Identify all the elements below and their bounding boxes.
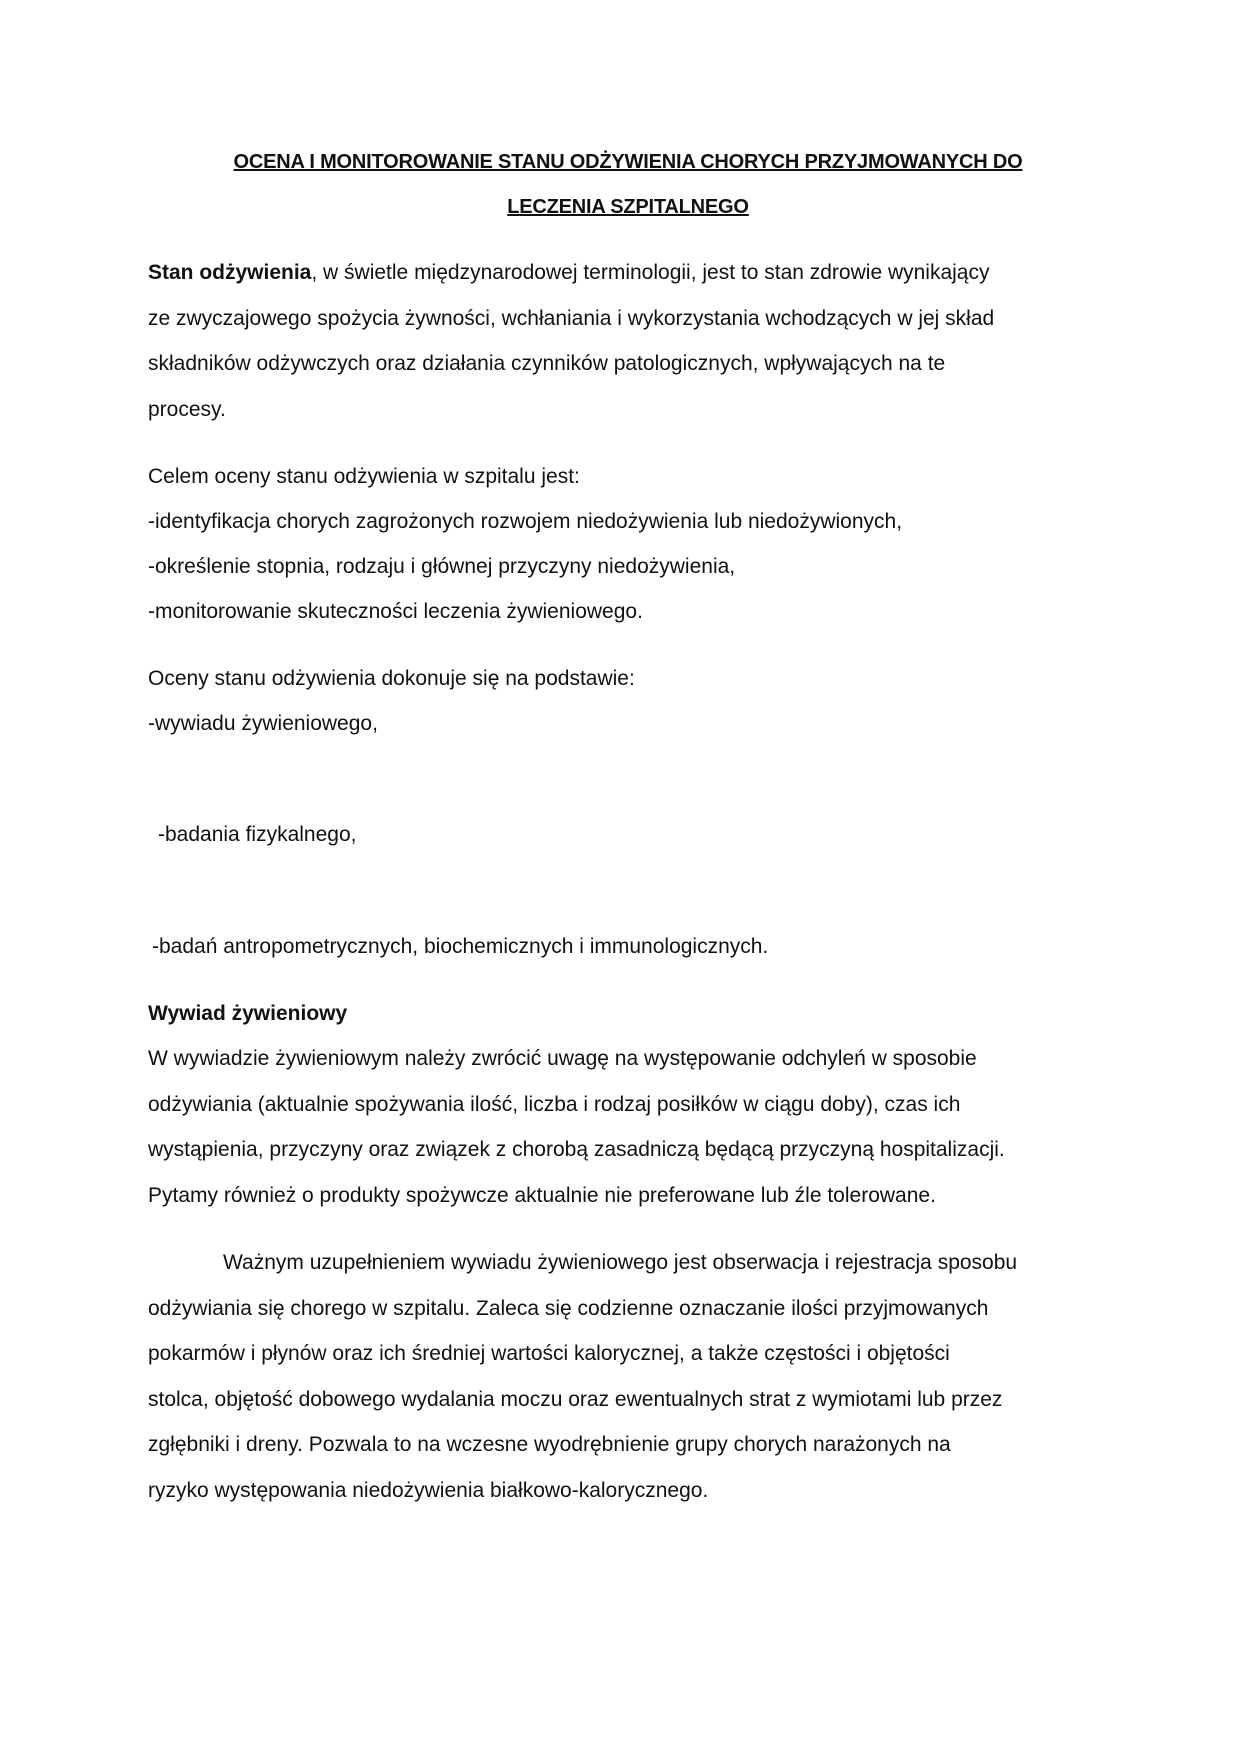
definition-line-1-rest: , w świetle międzynarodowej terminologii, jest to stan zdrowie wynikający bbox=[311, 261, 990, 284]
interview-line: W wywiadzie żywieniowym należy zwrócić uwagę na występowanie odchyleń w sposobie bbox=[148, 1047, 977, 1070]
observation-line: ryzyko występowania niedożywienia białkowo-kalorycznego. bbox=[148, 1478, 709, 1502]
interview-line: wystąpienia, przyczyny oraz związek z chorobą zasadniczą będącą przyczyną hospitalizacji. bbox=[148, 1138, 1005, 1161]
basis-item-tests bbox=[148, 924, 1108, 970]
document-body bbox=[148, 140, 1108, 1513]
definition-line-2: ze zwyczajowego spożycia żywności, wchłaniania i wykorzystania wchodzących w jej skład bbox=[148, 306, 995, 330]
observation-line: odżywiania się chorego w szpitalu. Zaleca się codzienne oznaczanie ilości przyjmowanych bbox=[148, 1296, 989, 1320]
interview-line: Pytamy również o produkty spożywcze aktualnie nie preferowane lub źle tolerowane. bbox=[148, 1183, 936, 1207]
goals-paragraph bbox=[148, 454, 1108, 634]
observation-line: zgłębniki i dreny. Pozwala to na wczesne wyodrębnienie grupy chorych narażonych na bbox=[148, 1433, 951, 1456]
basis-item-physical bbox=[148, 812, 1108, 858]
interview-line: odżywiania (aktualnie spożywania ilość, liczba i rodzaj posiłków w ciągu doby), czas ich bbox=[148, 1092, 961, 1116]
observation-line: stolca, objętość dobowego wydalania moczu oraz ewentualnych strat z wymiotami lub przez bbox=[148, 1387, 1003, 1411]
document-title bbox=[148, 140, 1108, 230]
title-line-2: LECZENIA SZPITALNEGO bbox=[507, 196, 749, 218]
observation-line: pokarmów i płynów oraz ich średniej wartości kalorycznej, a także częstości i objętości bbox=[148, 1342, 950, 1365]
basis-item-interview: -wywiadu żywieniowego, bbox=[148, 712, 378, 735]
basis-intro: Oceny stanu odżywienia dokonuje się na podstawie: bbox=[148, 667, 635, 690]
observation-line: Ważnym uzupełnieniem wywiadu żywieniowego jest obserwacja i rejestracja sposobu bbox=[223, 1251, 1018, 1274]
basis-item-tests-text: -badań antropometrycznych, biochemicznych i immunologicznych. bbox=[152, 934, 769, 958]
goals-intro: Celem oceny stanu odżywienia w szpitalu jest: bbox=[148, 465, 580, 488]
goals-item: -identyfikacja chorych zagrożonych rozwojem niedożywienia lub niedożywionych, bbox=[148, 510, 903, 533]
interview-paragraph bbox=[148, 1036, 1108, 1218]
title-line-1: OCENA I MONITOROWANIE STANU ODŻYWIENIA CHORYCH PRZYJMOWANYCH DO bbox=[233, 151, 1023, 173]
goals-item: -monitorowanie skuteczności leczenia żywieniowego. bbox=[148, 600, 643, 623]
definition-line-1 bbox=[148, 250, 1108, 296]
observation-paragraph bbox=[148, 1240, 1108, 1513]
definition-line-3: składników odżywczych oraz działania czynników patologicznych, wpływających na te bbox=[148, 352, 946, 375]
definition-line-4: procesy. bbox=[148, 397, 226, 421]
basis-item-physical-text: -badania fizykalnego, bbox=[158, 823, 357, 846]
definition-paragraph bbox=[148, 250, 1108, 432]
basis-paragraph bbox=[148, 656, 1108, 746]
section-heading: Wywiad żywieniowy bbox=[148, 1002, 348, 1025]
goals-item: -określenie stopnia, rodzaju i głównej przyczyny niedożywienia, bbox=[148, 555, 736, 578]
definition-term: Stan odżywienia bbox=[148, 261, 312, 284]
